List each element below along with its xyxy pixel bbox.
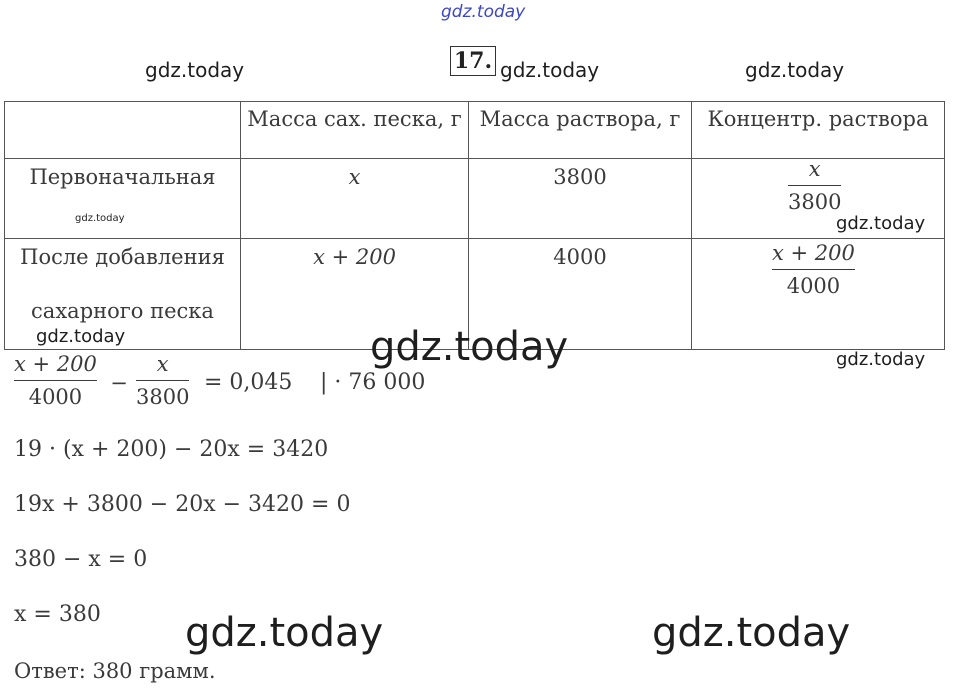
watermark-large-center: gdz.today — [370, 324, 569, 370]
answer-text: Ответ: 380 грамм. — [14, 659, 216, 683]
fraction-bar — [788, 185, 841, 186]
solution-line-2: 19x + 3800 − 20x − 3420 = 0 — [14, 492, 351, 517]
fraction-bar — [136, 380, 189, 381]
header-sugar-mass: Масса сах. песка, г — [247, 107, 462, 131]
watermark-cell-right: gdz.today — [836, 213, 926, 234]
row-after-solution: 4000 — [553, 245, 607, 269]
header-solution-mass: Масса раствора, г — [479, 107, 681, 131]
row-after-label-line2: сахарного песка — [31, 299, 214, 323]
row-after-label-line1: После добавления — [20, 245, 225, 269]
watermark-small: gdz.today — [75, 213, 125, 224]
fraction-denominator: 3800 — [788, 190, 842, 215]
row-after-concentration — [772, 240, 855, 299]
fraction-denominator: 3800 — [136, 385, 190, 410]
fraction-numerator: x + 200 — [14, 352, 97, 376]
fraction-bar — [14, 380, 97, 381]
solution-line-3: 380 − x = 0 — [14, 547, 148, 572]
fraction-numerator: x + 200 — [772, 241, 855, 265]
watermark-right-mid: gdz.today — [836, 349, 926, 370]
watermark-bottom-right: gdz.today — [652, 610, 851, 656]
watermark-bottom-left: gdz.today — [185, 610, 384, 656]
problem-number: 17. — [450, 46, 496, 76]
eq1-multiplier: | · 76 000 — [320, 370, 426, 395]
fraction-bar — [772, 269, 855, 270]
solution-line-1: 19 · (x + 200) − 20x = 3420 — [14, 437, 329, 462]
row-initial-sugar: x — [348, 165, 361, 189]
fraction-denominator: 4000 — [786, 274, 841, 299]
watermark-cell-left: gdz.today — [36, 326, 126, 347]
row-initial-label: Первоначальная — [29, 165, 216, 189]
eq1-minus: − — [110, 371, 128, 395]
fraction-denominator: 4000 — [28, 385, 83, 410]
row-after-sugar: x + 200 — [313, 245, 396, 269]
eq1-fraction-1 — [14, 351, 97, 410]
eq1-fraction-2 — [136, 351, 189, 410]
row-initial-solution: 3800 — [553, 165, 607, 189]
header-concentration: Концентр. раствора — [707, 107, 929, 131]
watermark-header-right: gdz.today — [745, 58, 845, 82]
watermark-header-left: gdz.today — [145, 58, 245, 82]
solution-line-4: x = 380 — [14, 602, 101, 627]
row-initial-concentration — [788, 156, 841, 215]
fraction-numerator: x — [156, 352, 169, 376]
watermark-top: gdz.today — [441, 2, 526, 22]
fraction-numerator: x — [808, 157, 821, 181]
eq1-rhs: = 0,045 — [204, 370, 293, 395]
watermark-header-center: gdz.today — [500, 58, 600, 82]
